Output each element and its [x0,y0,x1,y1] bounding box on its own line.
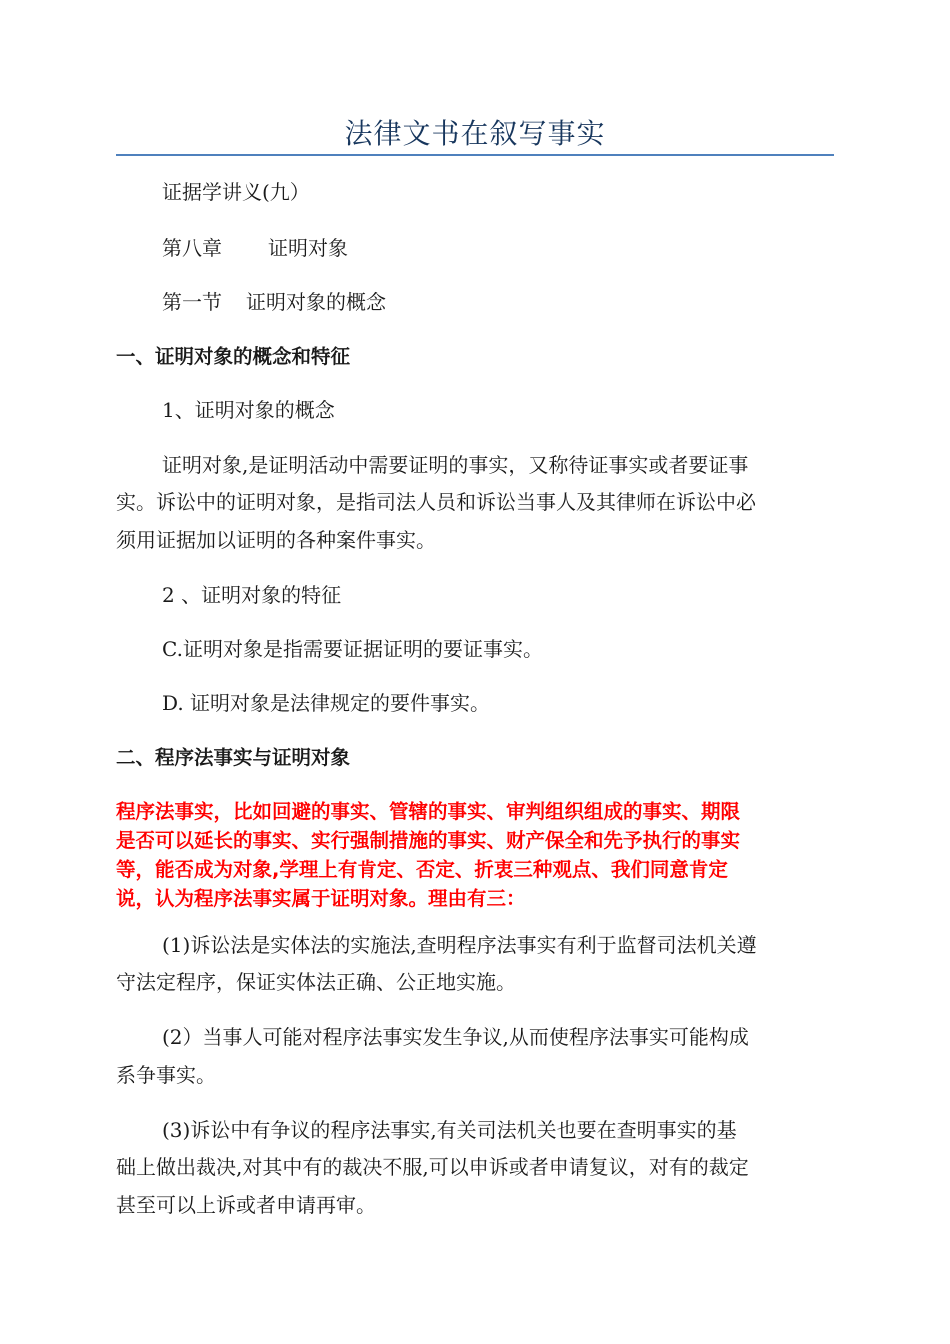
chapter-number: 第八章 [162,236,222,260]
reason-2-line-2: 系争事实。 [116,1063,216,1087]
subheading-concept: 1、证明对象的概念 [162,398,335,422]
paragraph-definition-line-2: 实。诉讼中的证明对象，是指司法人员和诉讼当事人及其律师在诉讼中必 [116,490,756,514]
highlight-line-1: 程序法事实，比如回避的事实、管辖的事实、审判组织组成的事实、期限 [116,800,741,823]
heading-one: 一、证明对象的概念和特征 [116,345,351,368]
heading-two: 二、程序法事实与证明对象 [116,746,351,769]
section-number: 第一节 [162,290,222,314]
feature-c: C.证明对象是指需要证据证明的要证事实。 [162,637,543,661]
reason-3-line-3: 甚至可以上诉或者申请再审。 [116,1193,376,1217]
title-underline [116,154,834,156]
subheading-features: 2 、证明对象的特征 [162,583,342,607]
feature-d: D. 证明对象是法律规定的要件事实。 [162,691,491,715]
reason-3-line-1: (3)诉讼中有争议的程序法事实,有关司法机关也要在查明事实的基 [162,1118,737,1142]
section-title: 证明对象的概念 [246,290,386,314]
lecture-heading: 证据学讲义(九） [162,180,310,204]
document-title: 法律文书在叙写事实 [344,117,606,150]
chapter-title: 证明对象 [268,236,348,260]
chapter-line [116,235,880,262]
reason-1-line-1: (1)诉讼法是实体法的实施法,查明程序法事实有利于监督司法机关遵 [162,933,757,957]
reason-3-line-2: 础上做出裁决,对其中有的裁决不服,可以申诉或者申请复议，对有的裁定 [116,1155,749,1179]
highlight-line-2: 是否可以延长的事实、实行强制措施的事实、财产保全和先予执行的事实 [116,829,741,852]
reason-2-line-1: (2）当事人可能对程序法事实发生争议,从而使程序法事实可能构成 [162,1025,749,1049]
reason-1-line-2: 守法定程序，保证实体法正确、公正地实施。 [116,970,516,994]
section-line [116,289,880,316]
paragraph-definition-line-3: 须用证据加以证明的各种案件事实。 [116,528,436,552]
highlight-line-4: 说，认为程序法事实属于证明对象。理由有三： [116,887,526,910]
highlight-line-3: 等，能否成为对象,学理上有肯定、否定、折衷三种观点、我们同意肯定 [116,858,728,881]
paragraph-definition-line-1: 证明对象,是证明活动中需要证明的事实，又称待证事实或者要证事 [162,453,749,477]
